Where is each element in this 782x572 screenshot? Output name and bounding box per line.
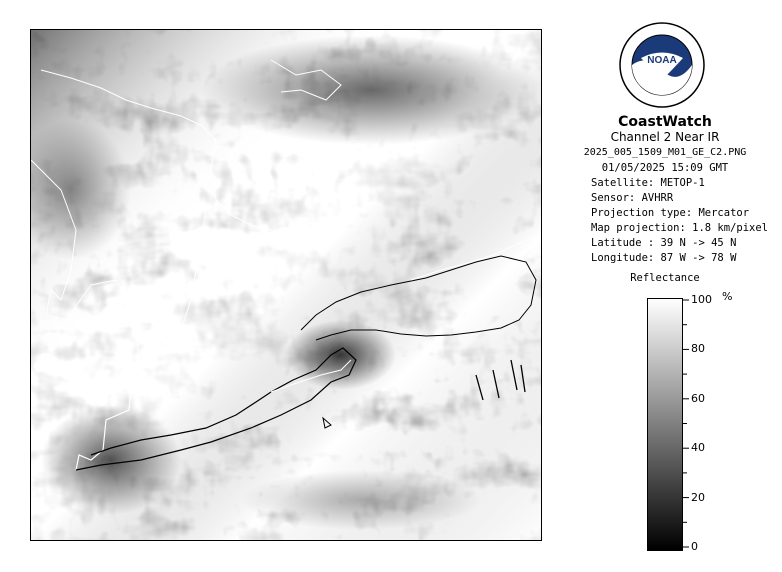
colorbar-tick-label: 80 — [691, 342, 705, 356]
longitude-info: Longitude: 87 W -> 78 W — [591, 252, 737, 264]
channel-subtitle: Channel 2 Near IR — [610, 130, 720, 144]
colorbar-tick-label: 40 — [691, 441, 705, 455]
noaa-logo-text: NOAA — [647, 55, 677, 66]
sensor-info: Sensor: AVHRR — [591, 192, 674, 204]
dark-region-north — [201, 35, 541, 145]
map-projection-info: Map projection: 1.8 km/pixel — [591, 222, 769, 234]
image-filename: 2025_005_1509_M01_GE_C2.PNG — [583, 147, 747, 158]
satellite-image-svg — [31, 30, 542, 541]
colorbar-tick-label: 100 — [691, 293, 712, 306]
satellite-info: Satellite: METOP-1 — [591, 177, 705, 189]
colorbar-tick-label: 60 — [691, 391, 705, 405]
noaa-logo — [619, 22, 705, 108]
dark-region-southwest — [41, 405, 181, 515]
colorbar-tick-label: 20 — [691, 490, 705, 504]
satellite-image — [30, 29, 542, 541]
colorbar-unit: % — [722, 290, 733, 303]
projection-type-info: Projection type: Mercator — [591, 207, 750, 219]
latitude-info: Latitude : 39 N -> 45 N — [591, 237, 737, 249]
colorbar-tick-label: 0 — [691, 540, 698, 553]
app-title: CoastWatch — [618, 114, 712, 130]
reflectance-colorbar — [647, 298, 683, 551]
dark-region-south — [241, 470, 481, 530]
colorbar-ticks — [683, 298, 743, 551]
date-time: 01/05/2025 15:09 GMT — [601, 162, 729, 174]
colorbar-label: Reflectance — [630, 272, 700, 284]
